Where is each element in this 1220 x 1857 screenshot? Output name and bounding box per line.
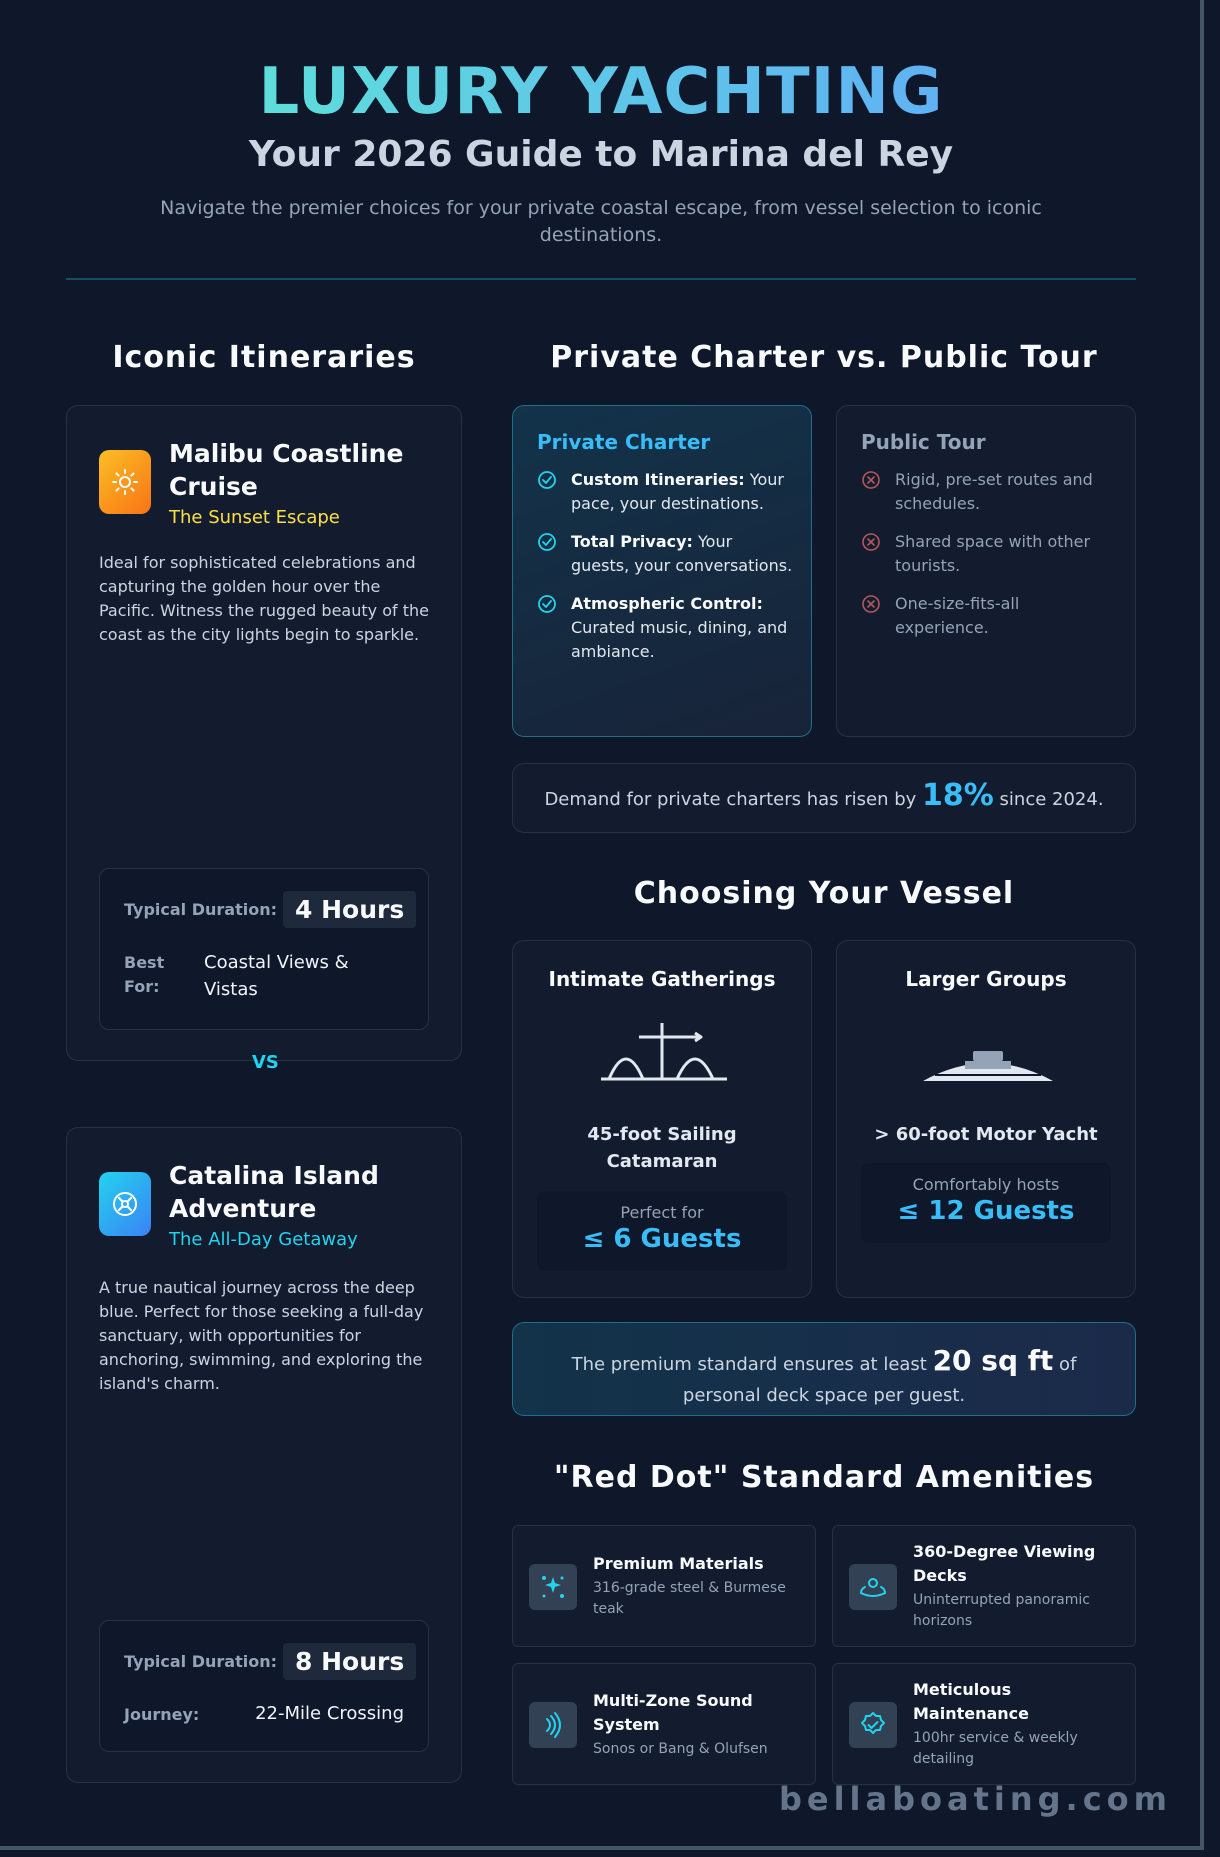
x-circle-icon xyxy=(861,594,883,640)
drawback-text: Rigid, pre-set routes and schedules. xyxy=(895,470,1093,513)
itineraries-heading: Iconic Itineraries xyxy=(112,340,416,375)
demand-stat xyxy=(512,763,1136,833)
vessel-category: Intimate Gatherings xyxy=(548,967,776,991)
itinerary-card-malibu xyxy=(66,405,462,1061)
public-tour-title: Public Tour xyxy=(861,430,986,454)
detail-value: 22-Mile Crossing xyxy=(255,1703,404,1724)
x-circle-icon xyxy=(861,470,883,516)
drawback-text: Shared space with other tourists. xyxy=(895,532,1091,575)
header-divider xyxy=(66,278,1136,280)
catamaran-icon xyxy=(599,1019,729,1087)
demand-stat-value: 18% xyxy=(922,778,994,813)
space-stat-suffix: of personal deck space per guest. xyxy=(682,1354,1077,1407)
page-header xyxy=(66,56,1136,250)
benefit-text: Curated music, dining, and ambiance. xyxy=(571,618,788,661)
itinerary-description: A true nautical journey across the deep blue. Perfect for those seeking a full-day sanctuary, with opportunities for anchoring, swimming, and exploring the island's charm. xyxy=(99,1278,424,1393)
duration-value: 4 Hours xyxy=(283,891,416,928)
vessel-name: 45-foot Sailing Catamaran xyxy=(587,1124,737,1172)
demand-stat-suffix: since 2024. xyxy=(993,789,1104,810)
itinerary-info-box xyxy=(99,868,429,1030)
itinerary-info-box xyxy=(99,1620,429,1752)
amenity-title: Premium Materials xyxy=(593,1554,764,1573)
page-intro: Navigate the premier choices for your private coastal escape, from vessel selection to iconic destinations. xyxy=(160,196,1042,247)
page-title: LUXURY YACHTING xyxy=(66,56,1136,130)
amenity-subtitle: Sonos or Bang & Olufsen xyxy=(593,1740,768,1757)
vessel-capacity-box xyxy=(537,1191,787,1271)
private-charter-card xyxy=(512,405,812,737)
check-circle-icon xyxy=(537,594,559,664)
public-tour-list xyxy=(861,468,1117,640)
public-tour-item xyxy=(861,592,1117,640)
amenity-premium-materials xyxy=(512,1525,816,1647)
vessel-capacity-box xyxy=(861,1163,1111,1243)
vessel-category: Larger Groups xyxy=(905,967,1067,991)
private-charter-item xyxy=(537,530,793,578)
benefit-title: Custom Itineraries: xyxy=(571,470,745,489)
check-circle-icon xyxy=(537,532,559,578)
amenity-title: Meticulous Maintenance xyxy=(913,1680,1030,1723)
private-charter-item xyxy=(537,592,793,664)
deck-space-stat xyxy=(512,1322,1136,1416)
amenities-heading: "Red Dot" Standard Amenities xyxy=(553,1460,1095,1495)
duration-label: Typical Duration: xyxy=(124,900,277,919)
capacity-label: Perfect for xyxy=(620,1203,704,1222)
benefit-text: Your pace, your destinations. xyxy=(571,470,784,513)
sun-icon xyxy=(99,450,151,514)
vessel-heading: Choosing Your Vessel xyxy=(633,876,1015,911)
benefit-title: Atmospheric Control: xyxy=(571,594,763,613)
benefit-title: Total Privacy: xyxy=(571,532,693,551)
itinerary-description: Ideal for sophisticated celebrations and capturing the golden hour over the Pacific. Witness the rugged beauty of the coast as the city lights begin to sparkle. xyxy=(99,553,429,644)
amenity-title: Multi-Zone Sound System xyxy=(593,1690,753,1734)
itinerary-tagline: The Sunset Escape xyxy=(169,507,340,528)
amenity-title: 360-Degree Viewing Decks xyxy=(913,1542,1096,1585)
itinerary-name: Catalina Island Adventure xyxy=(169,1161,379,1223)
compass-icon xyxy=(99,1172,151,1236)
vessel-card-motor-yacht xyxy=(836,940,1136,1298)
demand-stat-prefix: Demand for private charters has risen by xyxy=(544,789,923,810)
vessel-name: > 60-foot Motor Yacht xyxy=(874,1124,1098,1145)
capacity-label: Comfortably hosts xyxy=(912,1175,1060,1194)
public-tour-item xyxy=(861,468,1117,516)
vessel-card-catamaran xyxy=(512,940,812,1298)
motor-yacht-icon xyxy=(921,1047,1055,1091)
detail-value: Coastal Views & Vistas xyxy=(204,952,349,1000)
detail-label: Journey: xyxy=(124,1705,200,1724)
benefit-text: Your guests, your conversations. xyxy=(571,532,793,575)
itinerary-tagline: The All-Day Getaway xyxy=(169,1229,358,1250)
private-charter-list xyxy=(537,468,793,664)
capacity-value: ≤ 6 Guests xyxy=(582,1224,742,1254)
footer-site[interactable]: bellaboating.com xyxy=(778,1780,1172,1818)
x-circle-icon xyxy=(861,532,883,578)
itinerary-card-catalina xyxy=(66,1127,462,1783)
private-charter-item xyxy=(537,468,793,516)
duration-label: Typical Duration: xyxy=(124,1652,277,1671)
page-subtitle: Your 2026 Guide to Marina del Rey xyxy=(248,133,954,175)
amenity-subtitle: 100hr service & weekly detailing xyxy=(913,1730,1078,1767)
itinerary-name: Malibu Coastline Cruise xyxy=(169,439,404,501)
detail-label: Best For: xyxy=(124,953,165,996)
vs-label: VS xyxy=(252,1052,279,1073)
amenity-subtitle: 316-grade steel & Burmese teak xyxy=(593,1580,786,1617)
public-tour-card xyxy=(836,405,1136,737)
amenity-maintenance xyxy=(832,1663,1136,1785)
amenity-subtitle: Uninterrupted panoramic horizons xyxy=(913,1592,1090,1629)
amenity-sound-system xyxy=(512,1663,816,1785)
private-charter-title: Private Charter xyxy=(537,430,711,454)
panorama-icon xyxy=(849,1564,897,1610)
capacity-value: ≤ 12 Guests xyxy=(897,1196,1075,1226)
drawback-text: One-size-fits-all experience. xyxy=(895,594,1020,637)
sparkle-icon xyxy=(529,1564,577,1610)
sound-icon xyxy=(529,1702,577,1748)
check-circle-icon xyxy=(537,470,559,516)
badge-check-icon xyxy=(849,1702,897,1748)
amenity-viewing-decks xyxy=(832,1525,1136,1647)
space-stat-prefix: The premium standard ensures at least xyxy=(571,1354,933,1375)
comparison-heading: Private Charter vs. Public Tour xyxy=(550,340,1098,375)
space-stat-value: 20 sq ft xyxy=(932,1344,1054,1377)
duration-value: 8 Hours xyxy=(283,1643,416,1680)
public-tour-item xyxy=(861,530,1117,578)
